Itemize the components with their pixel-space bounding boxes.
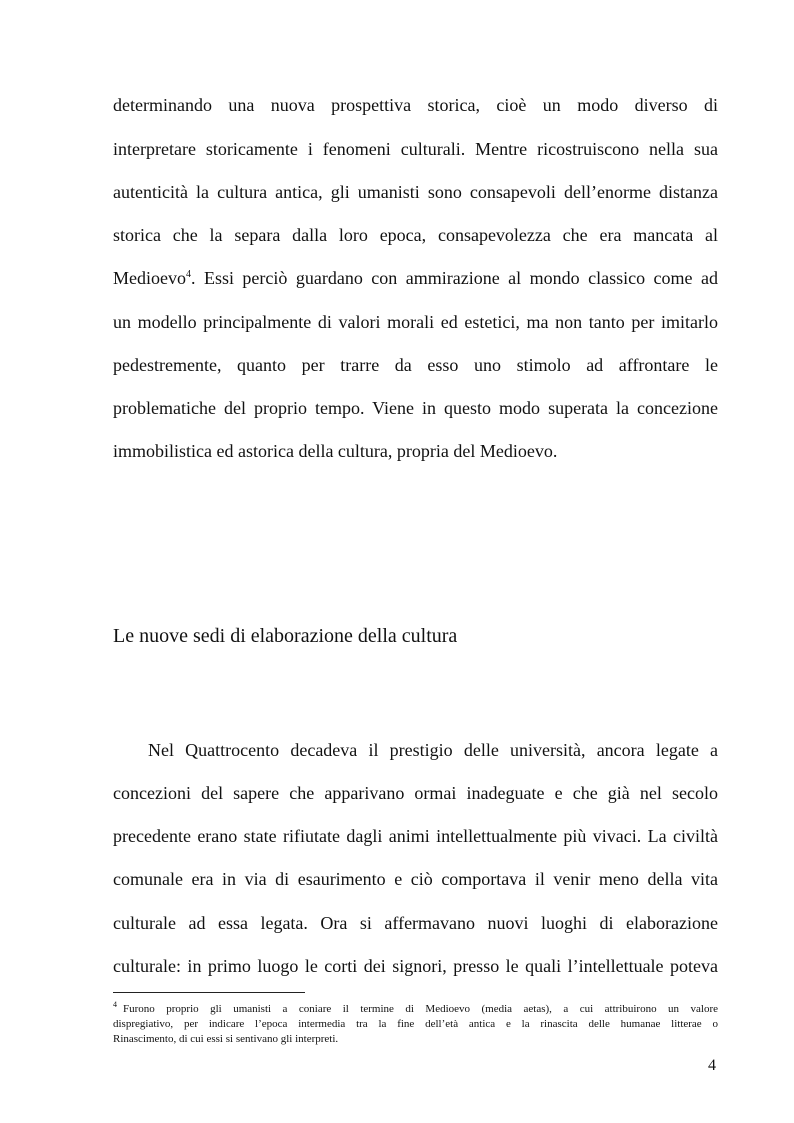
paragraph-1-line-2: interpretare storicamente i fenomeni culturali. Mentre ricostruiscono nella sua [113, 139, 718, 159]
paragraph-2-line-3: precedente erano state rifiutate dagli animi intellettualmente più vivaci. La civiltà [113, 826, 718, 846]
footnote-separator [113, 992, 305, 993]
paragraph-1-line-3: autenticità la cultura antica, gli umanisti sono consapevoli dell’enorme distanza [113, 182, 718, 202]
paragraph-2-line-2: concezioni del sapere che apparivano ormai inadeguate e che già nel secolo [113, 783, 718, 803]
paragraph-1-line-8: problematiche del proprio tempo. Viene in questo modo superata la concezione [113, 398, 718, 418]
paragraph-1-line-6: un modello principalmente di valori morali ed estetici, ma non tanto per imitarlo [113, 312, 718, 332]
paragraph-1-line-5-start: Medioevo [113, 268, 186, 288]
paragraph-2-line-4: comunale era in via di esaurimento e ciò comportava il venir meno della vita [113, 869, 718, 889]
paragraph-2-line-5: culturale ad essa legata. Ora si affermavano nuovi luoghi di elaborazione [113, 913, 718, 933]
paragraph-1-line-9: immobilistica ed astorica della cultura, propria del Medioevo. [113, 441, 558, 461]
footnote-line-2: dispregiativo, per indicare l’epoca intermedia tra la fine dell’età antica e la rinascita delle humanae litterae o [113, 1018, 718, 1030]
paragraph-2-line-1: Nel Quattrocento decadeva il prestigio delle università, ancora legate a [148, 740, 718, 760]
paragraph-1-line-5-end: . Essi perciò guardano con ammirazione al mondo classico come ad [190, 268, 718, 288]
paragraph-1-line-7: pedestremente, quanto per trarre da esso uno stimolo ad affrontare le [113, 355, 718, 375]
footnote-reference[interactable]: 4 [185, 269, 191, 280]
paragraph-1-line-4: storica che la separa dalla loro epoca, consapevolezza che era mancata al [113, 225, 718, 245]
section-heading: Le nuove sedi di elaborazione della cultura [113, 625, 458, 647]
footnote-line-1 [113, 1002, 718, 1016]
paragraph-1-line-1: determinando una nuova prospettiva storica, cioè un modo diverso di [113, 95, 718, 115]
paragraph-1-line-5 [113, 267, 718, 289]
footnote-number: 4 [113, 1000, 117, 1009]
paragraph-2-line-6: culturale: in primo luogo le corti dei signori, presso le quali l’intellettuale poteva [113, 956, 718, 976]
page-number: 4 [708, 1057, 716, 1074]
footnote-line-1-text: Furono proprio gli umanisti a coniare il termine di Medioevo (media aetas), a cui attribuirono un valore [123, 1003, 718, 1015]
footnote-line-3: Rinascimento, di cui essi si sentivano gli interpreti. [113, 1033, 339, 1045]
